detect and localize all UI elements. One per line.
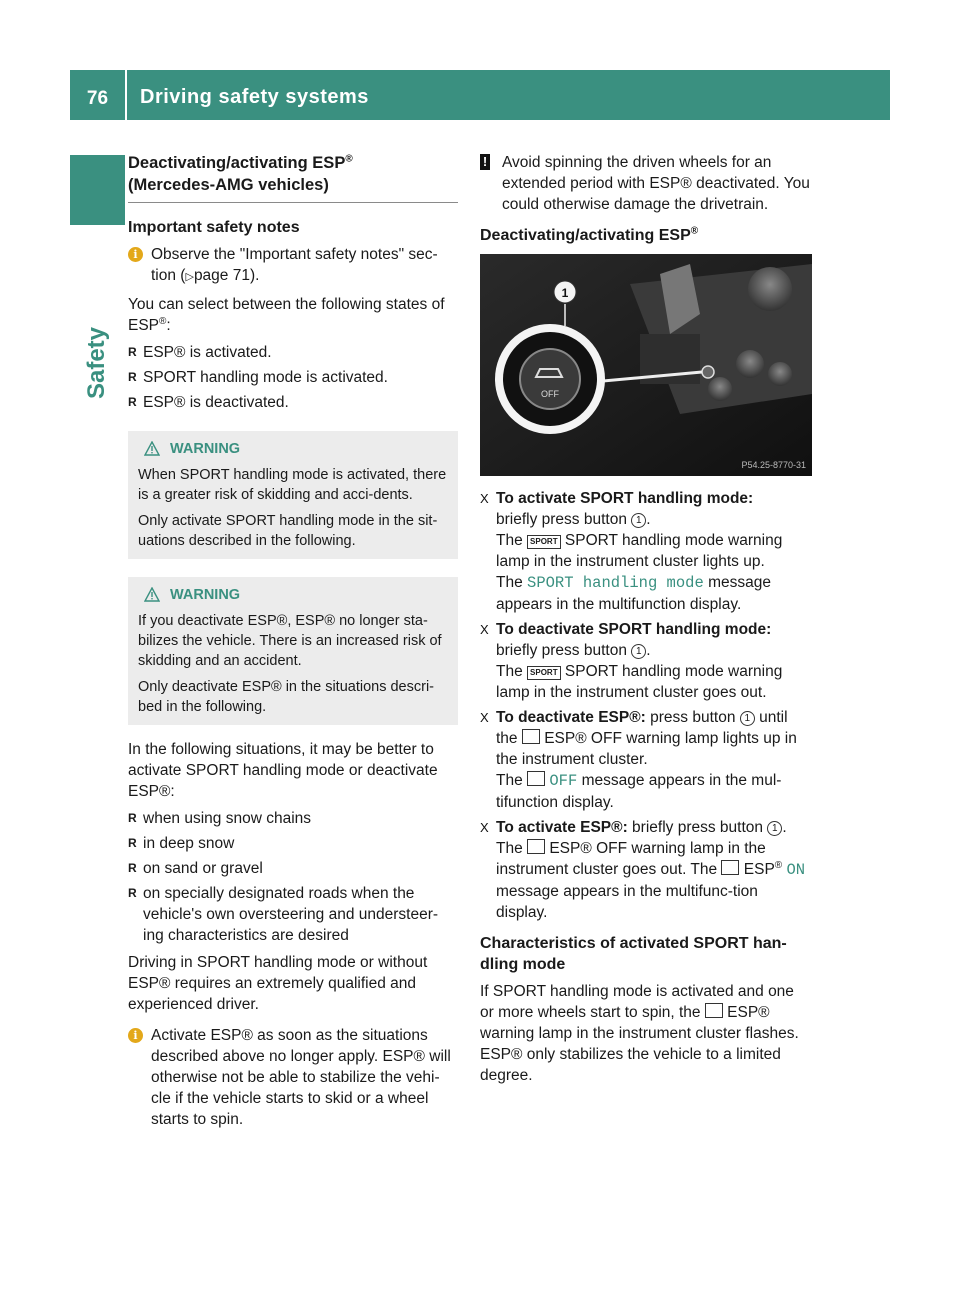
- callout-number: 1: [561, 286, 569, 300]
- sport-lamp-icon: SPORT: [527, 535, 561, 549]
- page-number: 76: [86, 88, 109, 109]
- warning-text: When SPORT handling mode is activated, there is a greater risk of skidding and acci-dents.: [138, 467, 447, 503]
- characteristics-title: Characteristics of activated SPORT han-dling mode: [480, 935, 787, 973]
- warning-text: Only activate SPORT handling mode in the sit-uations described in the following.: [138, 513, 438, 549]
- instruction-step: X To activate ESP®: briefly press button 1 . The ESP® OFF warning lamp in the instrument cluster goes out. The ESP® ON message appears in the multifunc-tion display.: [480, 819, 806, 921]
- characteristics-paragraph: If SPORT handling mode is activated and one or more wheels start to spin, the ESP® warning lamp in the instrument cluster flashes. ESP® only stabilizes the vehicle to a limited degree.: [480, 983, 799, 1084]
- instruction-step: X To deactivate ESP®: press button 1 until the ESP® OFF warning lamp lights up in the instrument cluster. The OFF message appears in the mul-tifunction display.: [480, 709, 797, 811]
- notice: [480, 152, 812, 215]
- instruction-step: X To activate SPORT handling mode: briefly press button 1 . The SPORT SPORT handling mode warning lamp in the instrument cluster lights up. The SPORT handling mode message appears in the multifunction display.: [480, 490, 783, 613]
- section-title: [128, 152, 458, 203]
- chapter-title: Driving safety systems: [140, 86, 369, 108]
- info-text: Observe the "Important safety notes" sec- tion (▷page 71).: [151, 246, 438, 284]
- console-photo: [480, 254, 812, 476]
- display-message: OFF: [549, 772, 578, 790]
- list-item: R in deep snow: [128, 833, 458, 854]
- side-label-text: Safety: [83, 326, 110, 400]
- subsection-title: Deactivating/activating ESP®: [480, 225, 699, 244]
- step-arrow-icon: X: [480, 820, 489, 835]
- page-ref-link[interactable]: page 71).: [193, 267, 260, 284]
- esp-lamp-icon: [721, 860, 739, 875]
- list-item: R ESP® is deactivated.: [128, 392, 458, 413]
- section-title-line2: (Mercedes-AMG vehicles): [128, 176, 329, 194]
- esp-lamp-icon: [527, 771, 545, 786]
- sport-lamp-icon: SPORT: [527, 666, 561, 680]
- list-item: R ESP® is activated.: [128, 342, 458, 363]
- step-arrow-icon: X: [480, 622, 489, 637]
- warning-text: If you deactivate ESP®, ESP® no longer sta-bilizes the vehicle. There is an increased risk of skidding and an accident.: [138, 613, 442, 669]
- subsection-title: Important safety notes: [128, 219, 300, 236]
- left-column: [128, 152, 458, 1136]
- situations-intro: In the following situations, it may be better to activate SPORT handling mode or deactivate ESP®:: [128, 741, 438, 800]
- warning-box: [128, 431, 458, 559]
- button-1-icon: 1: [767, 821, 782, 836]
- button-1-icon: 1: [631, 644, 646, 659]
- display-message: ON: [786, 861, 806, 879]
- off-button-label: OFF: [541, 389, 559, 399]
- side-label: [72, 318, 122, 408]
- situation-list: [128, 808, 458, 946]
- intro-paragraph: You can select between the following states of ESP®:: [128, 296, 445, 334]
- warning-box: [128, 577, 458, 725]
- console-illustration: [480, 254, 812, 476]
- side-tab-block: [70, 155, 125, 225]
- list-item: R on specially designated roads when the vehicle's own oversteering and understeer-ing characteristics are desired: [128, 883, 458, 946]
- info-note: [128, 244, 458, 288]
- driver-paragraph: Driving in SPORT handling mode or without ESP® requires an extremely qualified and experienced driver.: [128, 954, 428, 1013]
- warning-heading: WARNING: [138, 585, 450, 605]
- esp-off-lamp-icon: [522, 729, 540, 744]
- info-icon: i: [128, 247, 143, 262]
- list-item: R on sand or gravel: [128, 858, 458, 879]
- page-ref-arrow-icon: ▷: [185, 271, 194, 283]
- reg-mark: ®: [345, 153, 353, 165]
- button-1-icon: 1: [631, 513, 646, 528]
- notice-text: Avoid spinning the driven wheels for an extended period with ESP® deactivated. You could otherwise damage the drivetrain.: [502, 154, 810, 213]
- photo-label: P54.25-8770-31: [741, 460, 806, 470]
- display-message: SPORT handling mode: [527, 574, 704, 592]
- list-item: R SPORT handling mode is activated.: [128, 367, 458, 388]
- state-list: [128, 342, 458, 413]
- notice-icon: !: [480, 154, 490, 170]
- esp-lamp-icon: [705, 1003, 723, 1018]
- warning-triangle-icon: [144, 441, 160, 456]
- step-arrow-icon: X: [480, 710, 489, 725]
- warning-heading: WARNING: [138, 439, 450, 459]
- button-1-icon: 1: [740, 711, 755, 726]
- right-column: [480, 152, 812, 1092]
- list-item: R when using snow chains: [128, 808, 458, 829]
- info-text: Activate ESP® as soon as the situations described above no longer apply. ESP® will otherwise not be able to stabilize the vehi-cle if the vehicle starts to skid or a wheel starts to spin.: [151, 1027, 451, 1128]
- instruction-step: X To deactivate SPORT handling mode: briefly press button 1 . The SPORT SPORT handling mode warning lamp in the instrument cluster goes out.: [480, 621, 783, 701]
- header-divider: [125, 70, 127, 120]
- info-icon: i: [128, 1028, 143, 1043]
- warning-triangle-icon: [144, 587, 160, 602]
- esp-off-lamp-icon: [527, 839, 545, 854]
- step-arrow-icon: X: [480, 491, 489, 506]
- section-title-line1: Deactivating/activating ESP: [128, 154, 346, 172]
- info-note: [128, 1025, 458, 1130]
- warning-text: Only deactivate ESP® in the situations descri-bed in the following.: [138, 679, 434, 715]
